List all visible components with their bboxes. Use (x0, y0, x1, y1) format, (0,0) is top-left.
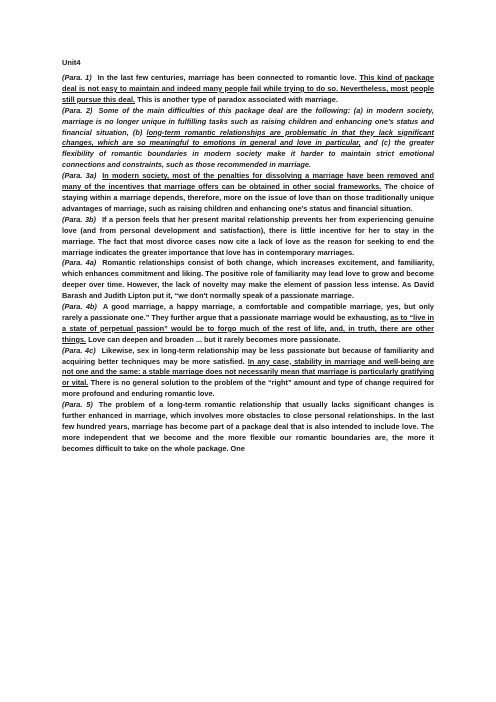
paragraph-4c (62, 346, 434, 401)
paragraph-4b (62, 302, 434, 346)
paragraph-marker: (b) (132, 127, 143, 137)
paragraph-3a (62, 171, 434, 215)
paragraph-label: (Para. 4a) (62, 258, 97, 268)
paragraph-label: (Para. 3a) (62, 171, 97, 181)
paragraph-tail: The choice of staying within a marriage depends, therefore, more on the issue of love than on those traditionally unique advantages of marriage, such as raising children and enhancing one's status and financial situation. (62, 182, 434, 213)
paragraph-lead: Romantic relationships consist of both change, which increases excitement, and familiarity, which enhances commitment and (62, 258, 434, 279)
paragraph-lead: Some of the main difficulties of this package deal are the following: (a) in modern society, marriage is no longer unique in fulfilling tasks such as raising children and enhancing one's status and financial situation, (62, 105, 434, 137)
paragraph-4a (62, 258, 434, 302)
paragraph-1 (62, 73, 434, 106)
paragraph-lead: Likewise, sex in long-term relationship may be less passionate but because of familiarity and acquiring better techniques may be more satisfied. (62, 345, 434, 366)
paragraph-tail: There is no general solution to the problem of the “right” amount and type of change required for more profound and enduring romantic love. (62, 378, 435, 399)
paragraph-tail: liking. The positive role of familiarity may lead love to grow and become deeper over time. However, the lack of novelty may make the element of passion less intense. As David Barash and Judith Lipton put it, “we don't normally speak of a passionate marriage. (62, 269, 434, 301)
paragraph-underlined: This kind of package deal is not easy to maintain and indeed many people fail while trying to do so. Nevertheless, most people still pursue this deal. (62, 73, 434, 104)
paragraph-tail: marital relationship prevents her from experiencing genuine love (and from personal development and satisfaction), there is little incentive for her to stay in the marriage. The fact that most divorce cases now cite a lack of love as the reason for seeking to end the marriage indicates the greater importance that love has in contemporary marriages. (62, 214, 435, 257)
paragraph-tail: Love can deepen and broaden ... but it rarely becomes more passionate. (88, 334, 341, 344)
paragraph-5 (62, 400, 434, 455)
paragraph-tail: This is another type of paradox associated with marriage. (137, 94, 338, 104)
paragraph-label: (Para. 4b) (62, 302, 97, 312)
paragraph-lead: If a person feels that her present (102, 214, 219, 224)
paragraph-label: (Para. 5) (62, 400, 93, 410)
paragraph-underlined: In any case, stability in marriage and well-being are not one and the same: a stable marriage does not necessarily mean that marriage is particularly gratifying or vital. (62, 356, 435, 388)
paragraph-underlined: long-term romantic relationships are problematic in that they lack significant changes, which are so meaningful to emotions in general and love in particular, (62, 127, 434, 148)
paragraph-underlined: In modern society, most of the penalties for dissolving a marriage have been removed and many of the incentives that marriage offers can be obtained in other social frameworks. (62, 171, 434, 192)
paragraph-label: (Para. 1) (62, 73, 92, 82)
paragraph-label: (Para. 4c) (62, 345, 96, 355)
unit-title: Unit4 (62, 58, 81, 67)
paragraph-lead: A good marriage, a happy marriage, a comfortable and compatible marriage, yes, but only rarely a passionate one.” They further argue that a passionate marriage would be exhausting, (62, 302, 434, 322)
paragraph-lead: In the last few centuries, marriage has been connected to romantic love. (97, 73, 357, 82)
paragraph-tail: and (c) the greater flexibility of romantic boundaries in modern society make it harder to maintain strict emotional connections and constraints, such as those recommended in marriage. (62, 138, 434, 170)
paragraph-3b (62, 215, 434, 259)
paragraph-2 (62, 106, 434, 171)
paragraph-underlined: as to “live in a state of perpetual passion” would be to forgo much of the rest of life, and, in truth, there are other things. (62, 312, 435, 344)
paragraph-lead: The problem of a long-term romantic relationship that usually lacks significant changes is further enhanced in marriage, which involves more obstacles to close personal relationships. In the last few hundred years, marriage has become part of a package deal that is also intended to include love. The more independent that we become and the more flexible our romantic boundaries are, the more it becomes difficult to take on the whole package. One (62, 400, 434, 453)
paragraph-label: (Para. 2) (62, 105, 93, 115)
paragraph-label: (Para. 3b) (62, 214, 96, 224)
